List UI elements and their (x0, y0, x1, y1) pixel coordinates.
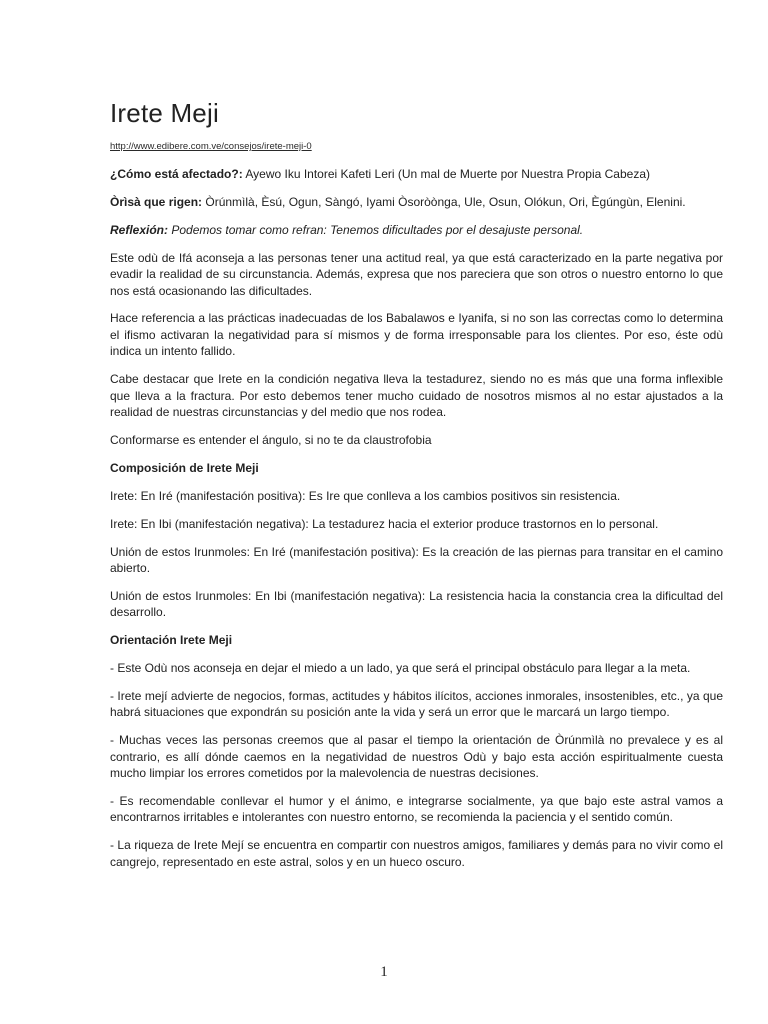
orientacion-item: - Este Odù nos aconseja en dejar el miedo a un lado, ya que será el principal obstáculo para llegar a la meta. (110, 661, 691, 676)
orisa-text: Òrúnmìlà, Èsú, Ogun, Sàngó, Iyami Òsoròònga, Ule, Osun, Olókun, Ori, Ègúngùn, Elenini. (202, 194, 686, 209)
composicion-item: Unión de estos Irunmoles: En Ibi (manifestación negativa): La resistencia hacia la constancia crea la dificultad del desarrollo. (110, 588, 723, 620)
afectado-paragraph (110, 166, 723, 182)
afectado-label: ¿Cómo está afectado?: (110, 167, 243, 181)
body-paragraph: Cabe destacar que Irete en la condición negativa lleva la testadurez, siendo no es más que una forma inflexible que lleva a la fractura. Por esto debemos tener mucho cuidado de nosotros mismos al no estar ajustados a la realidad de nuestras circunstancias y del medio que nos rodea. (110, 372, 723, 419)
reflexion-label: Reflexión: (110, 222, 169, 237)
composicion-heading: Composición de Irete Meji (110, 460, 259, 475)
composicion-item: Irete: En Ibi (manifestación negativa): La testadurez hacia el exterior produce trastornos en lo personal. (110, 516, 659, 531)
composicion-item: Irete: En Iré (manifestación positiva): Es Ire que conlleva a los cambios positivos sin resistencia. (110, 488, 621, 503)
orisa-label: Òrìsà que rigen: (110, 194, 203, 209)
orientacion-item: - Muchas veces las personas creemos que al pasar el tiempo la orientación de Òrúnmìlà no prevalece y es al contrario, es allí dónde caemos en la negatividad de nuestros Odù y bajo esta acción espiritualmente cuesta mucho limpiar los errores cometidos por la malevolencia de nuestras decisiones. (110, 733, 723, 781)
body-paragraph: Este odù de Ifá aconseja a las personas tener una actitud real, ya que está caracterizado en la parte negativa por evadir la realidad de su circunstancia. Además, expresa que nos pareciera que son otros o nuestro entorno lo que nos está ocasionando las dificultades. (110, 250, 723, 298)
orientacion-item: - Irete mejí advierte de negocios, formas, actitudes y hábitos ilícitos, acciones inmorales, insostenibles, etc., ya que habrá situaciones que expondrán su posición ante la vida y será un error que le marcará un largo tiempo. (110, 688, 723, 720)
orientacion-item: - Es recomendable conllevar el humor y el ánimo, e integrarse socialmente, ya que bajo este astral vamos a encontrarnos irritables e intolerantes con nuestro entorno, se recomienda la paciencia y el sentido común. (110, 793, 723, 825)
reflexion-paragraph (110, 222, 723, 238)
page-number: 1 (380, 964, 388, 980)
orientacion-item: - La riqueza de Irete Mejí se encuentra en compartir con nuestros amigos, familiares y demás para no vivir como el cangrejo, representado en este astral, solos y en un hueco oscuro. (110, 838, 723, 869)
orientacion-heading: Orientación Irete Meji (110, 633, 233, 648)
orisa-paragraph (110, 194, 723, 210)
document-title: Irete Meji (110, 98, 219, 128)
afectado-text: Ayewo Iku Intorei Kafeti Leri (Un mal de Muerte por Nuestra Propia Cabeza) (242, 167, 650, 181)
reflexion-text: Podemos tomar como refran: Tenemos dificultades por el desajuste personal. (168, 222, 584, 237)
composicion-item: Unión de estos Irunmoles: En Iré (manifestación positiva): Es la creación de las piernas para transitar en el camino abierto. (110, 544, 723, 575)
document-page (110, 96, 723, 870)
body-paragraph: Hace referencia a las prácticas inadecuadas de los Babalawos e Iyanifa, si no son las correctas como lo determina el ifismo activaran la negatividad para sí mismos y de forma irresponsable para los clientes. Por eso, éste odù indica un intento fallido. (110, 311, 723, 359)
body-paragraph: Conformarse es entender el ángulo, si no te da claustrofobia (110, 432, 432, 447)
source-url-link[interactable]: http://www.edibere.com.ve/consejos/irete-meji-0 (110, 141, 312, 152)
